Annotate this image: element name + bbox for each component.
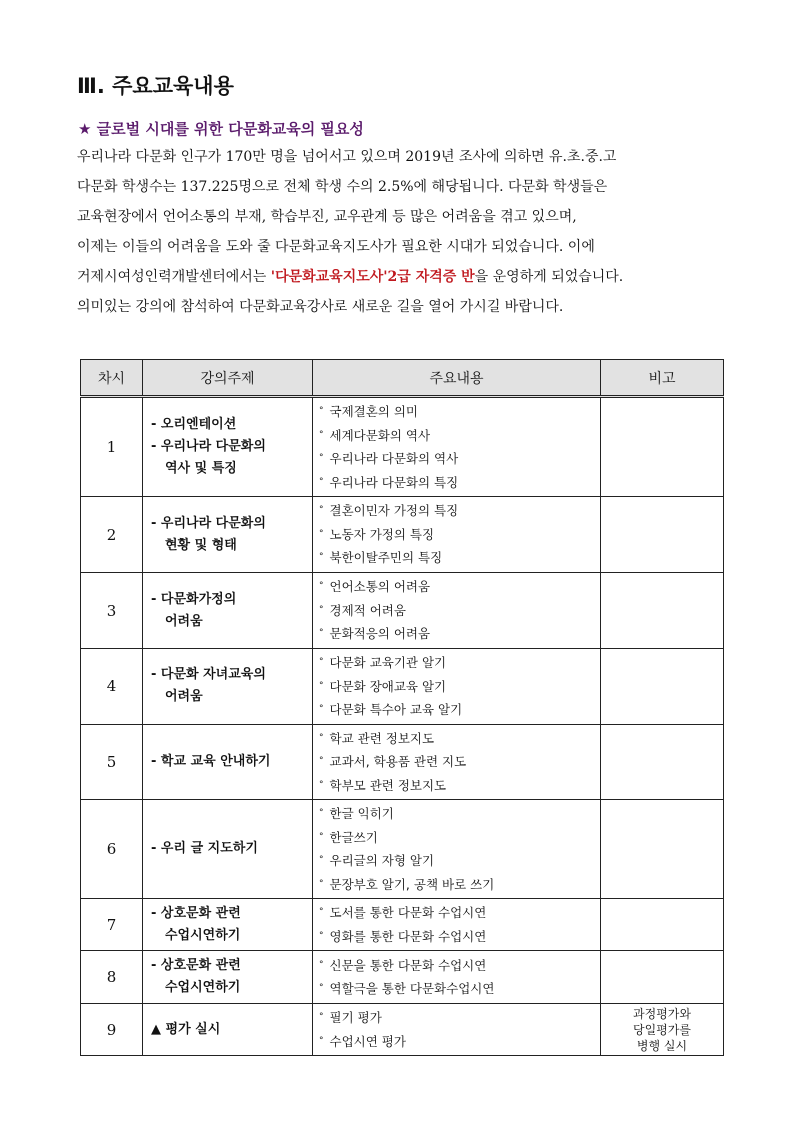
bullet-icon: ° (319, 406, 324, 416)
content-item-text: 다문화 교육기관 알기 (329, 655, 447, 670)
content-item (319, 802, 596, 826)
intro-text: 을 운영하게 되었습니다. (474, 269, 624, 285)
bullet-icon: ° (319, 732, 324, 743)
session-number: 5 (81, 724, 143, 800)
table-body (81, 397, 724, 1056)
bullet-icon: ° (319, 1012, 324, 1022)
main-content (313, 573, 601, 649)
content-item-text: 한글쓰기 (329, 829, 378, 845)
content-item-text: 도서를 통한 다문화 수업시연 (329, 905, 487, 920)
bullet-icon: ° (319, 983, 324, 993)
topic-line: - 다문화 자녀교육의 (151, 667, 266, 683)
bullet-icon: ° (319, 476, 324, 487)
main-content (313, 800, 601, 899)
table-row (81, 573, 724, 649)
remarks (601, 1004, 724, 1056)
content-item-text: 학부모 관련 정보지도 (329, 777, 447, 793)
content-item (319, 599, 596, 623)
content-item (319, 499, 596, 523)
content-item-text: 언어소통의 어려움 (329, 579, 431, 595)
session-number: 8 (81, 951, 143, 1004)
session-number: 2 (81, 497, 143, 573)
main-content (313, 1004, 601, 1056)
bullet-icon: ° (319, 657, 324, 667)
lecture-topic (143, 649, 313, 725)
session-number: 9 (81, 1004, 143, 1056)
content-item (319, 651, 596, 675)
table-row (81, 724, 724, 800)
topic-line: ▲ 평가 실시 (151, 1021, 221, 1037)
content-item-text: 다문화 특수아 교육 알기 (329, 702, 463, 717)
table-row (81, 951, 724, 1004)
topic-line: - 우리 글 지도하기 (151, 841, 258, 856)
intro-line: 다문화 학생수는 137.225명으로 전체 학생 수의 2.5%에 해당됩니다. 다문화 학생들은 (77, 179, 608, 195)
topic-line: - 다문화가정의 (151, 591, 237, 607)
content-item-text: 우리나라 다문화의 역사 (329, 451, 459, 466)
remarks (601, 800, 724, 899)
bullet-icon: ° (319, 505, 324, 516)
bullet-icon: ° (319, 930, 324, 941)
content-item (319, 575, 596, 599)
intro-line (77, 262, 727, 292)
lecture-topic (143, 497, 313, 573)
bullet-icon: ° (319, 878, 324, 889)
header-num: 차시 (81, 360, 143, 397)
content-item (319, 774, 596, 798)
content-item-text: 영화를 통한 다문화 수업시연 (329, 928, 487, 944)
content-item (319, 873, 596, 897)
main-content (313, 899, 601, 951)
content-item (319, 727, 596, 751)
remark-line: 당일평가를 (633, 1022, 691, 1037)
intro-line: 교육현장에서 언어소통의 부재, 학습부진, 교우관계 등 많은 어려움을 겪고 있으며, (77, 209, 577, 225)
content-item-text: 북한이탈주민의 특징 (329, 550, 443, 566)
topic-line: - 상호문화 관련 (151, 958, 241, 973)
session-number: 7 (81, 899, 143, 951)
remarks (601, 573, 724, 649)
topic-line: 수업시연하기 (165, 980, 241, 995)
content-item (319, 424, 596, 448)
bullet-icon: ° (319, 628, 324, 639)
bullet-icon: ° (319, 552, 324, 563)
intro-paragraph (77, 142, 727, 322)
main-content (313, 397, 601, 497)
content-item (319, 675, 596, 699)
content-item (319, 954, 596, 978)
bullet-icon: ° (319, 808, 324, 818)
remarks (601, 497, 724, 573)
content-item (319, 925, 596, 949)
main-content (313, 497, 601, 573)
certificate-highlight: '다문화교육지도사'2급 자격증 반 (270, 269, 475, 285)
table-row (81, 1004, 724, 1056)
content-item-text: 우리나라 다문화의 특징 (329, 474, 459, 490)
intro-line: 의미있는 강의에 참석하여 다문화교육강사로 새로운 길을 열어 가시길 바랍니다. (77, 299, 564, 315)
header-topic: 강의주제 (143, 360, 313, 397)
main-content (313, 951, 601, 1004)
remarks (601, 951, 724, 1004)
main-content (313, 649, 601, 725)
header-note: 비고 (601, 360, 724, 397)
content-item-text: 학교 관련 정보지도 (329, 730, 435, 746)
section-title: Ⅲ. 주요교육내용 (77, 74, 234, 98)
content-item-text: 세계다문화의 역사 (329, 427, 431, 443)
session-number: 3 (81, 573, 143, 649)
intro-line: 우리나라 다문화 인구가 170만 명을 넘어서고 있으며 2019년 조사에 의하면 유.초.중.고 (77, 149, 617, 165)
content-item (319, 622, 596, 646)
table-header-row (81, 360, 724, 397)
bullet-icon: ° (319, 528, 324, 539)
content-item (319, 977, 596, 1001)
topic-line: - 우리나라 다문화의 (151, 515, 266, 531)
content-item (319, 750, 596, 774)
lecture-topic (143, 951, 313, 1004)
session-number: 6 (81, 800, 143, 899)
content-item-text: 국제결혼의 의미 (329, 404, 418, 419)
lecture-topic (143, 1004, 313, 1056)
content-item-text: 수업시연 평가 (329, 1033, 406, 1049)
remarks (601, 724, 724, 800)
content-item (319, 447, 596, 471)
topic-line: - 우리나라 다문화의 (151, 439, 266, 454)
lecture-topic (143, 724, 313, 800)
bullet-icon: ° (319, 453, 324, 463)
content-item-text: 결혼이민자 가정의 특징 (329, 503, 459, 519)
topic-line: - 오리엔테이션 (151, 417, 237, 432)
lecture-topic (143, 899, 313, 951)
bullet-icon: ° (319, 907, 324, 917)
topic-line: 어려움 (165, 613, 203, 629)
content-item (319, 523, 596, 547)
content-item-text: 역할극을 통한 다문화수업시연 (329, 981, 495, 996)
bullet-icon: ° (319, 779, 324, 790)
session-number: 1 (81, 397, 143, 497)
content-item-text: 경제적 어려움 (329, 602, 406, 618)
header-content: 주요내용 (313, 360, 601, 397)
content-item-text: 우리글의 자형 알기 (329, 853, 435, 868)
content-item (319, 1006, 596, 1030)
content-item (319, 1030, 596, 1054)
topic-line: - 학교 교육 안내하기 (151, 753, 271, 769)
topic-line: - 상호문화 관련 (151, 905, 241, 921)
bullet-icon: ° (319, 959, 324, 970)
table-row (81, 497, 724, 573)
main-content (313, 724, 601, 800)
table-row (81, 397, 724, 497)
bullet-icon: ° (319, 855, 324, 865)
content-item (319, 471, 596, 495)
remarks (601, 899, 724, 951)
bullet-icon: ° (319, 581, 324, 592)
topic-line: 어려움 (165, 689, 203, 705)
remark-line: 과정평가와 (633, 1006, 691, 1021)
content-item-text: 교과서, 학용품 관련 지도 (329, 754, 467, 769)
content-item-text: 노동자 가정의 특징 (329, 526, 435, 542)
remarks (601, 649, 724, 725)
content-item (319, 849, 596, 873)
bullet-icon: ° (319, 429, 324, 440)
bullet-icon: ° (319, 1035, 324, 1046)
curriculum-table (80, 359, 724, 1056)
session-number: 4 (81, 649, 143, 725)
intro-text: 거제시여성인력개발센터에서는 (77, 269, 271, 285)
table-row (81, 800, 724, 899)
content-item (319, 546, 596, 570)
bullet-icon: ° (319, 604, 324, 615)
bullet-icon: ° (319, 680, 324, 691)
lecture-topic (143, 573, 313, 649)
lecture-topic (143, 397, 313, 497)
content-item (319, 698, 596, 722)
content-item-text: 신문을 통한 다문화 수업시연 (329, 957, 487, 973)
content-item-text: 한글 익히기 (329, 806, 394, 821)
content-item-text: 문장부호 알기, 공책 바로 쓰기 (329, 876, 495, 892)
bullet-icon: ° (319, 704, 324, 714)
topic-line: 역사 및 특징 (165, 461, 237, 476)
content-item-text: 다문화 장애교육 알기 (329, 678, 447, 694)
content-item-text: 필기 평가 (329, 1010, 382, 1025)
bullet-icon: ° (319, 756, 324, 766)
lecture-topic (143, 800, 313, 899)
intro-line: 이제는 이들의 어려움을 도와 줄 다문화교육지도사가 필요한 시대가 되었습니다. 이에 (77, 239, 595, 255)
remark-line: 병행 실시 (636, 1038, 688, 1053)
bullet-icon: ° (319, 831, 324, 842)
content-item (319, 901, 596, 925)
topic-line: 현황 및 형태 (165, 537, 237, 553)
table-row (81, 899, 724, 951)
subtitle: ★ 글로벌 시대를 위한 다문화교육의 필요성 (78, 120, 364, 138)
content-item-text: 문화적응의 어려움 (329, 626, 431, 642)
table-row (81, 649, 724, 725)
topic-line: 수업시연하기 (165, 927, 241, 943)
remarks (601, 397, 724, 497)
content-item (319, 400, 596, 424)
content-item (319, 826, 596, 850)
